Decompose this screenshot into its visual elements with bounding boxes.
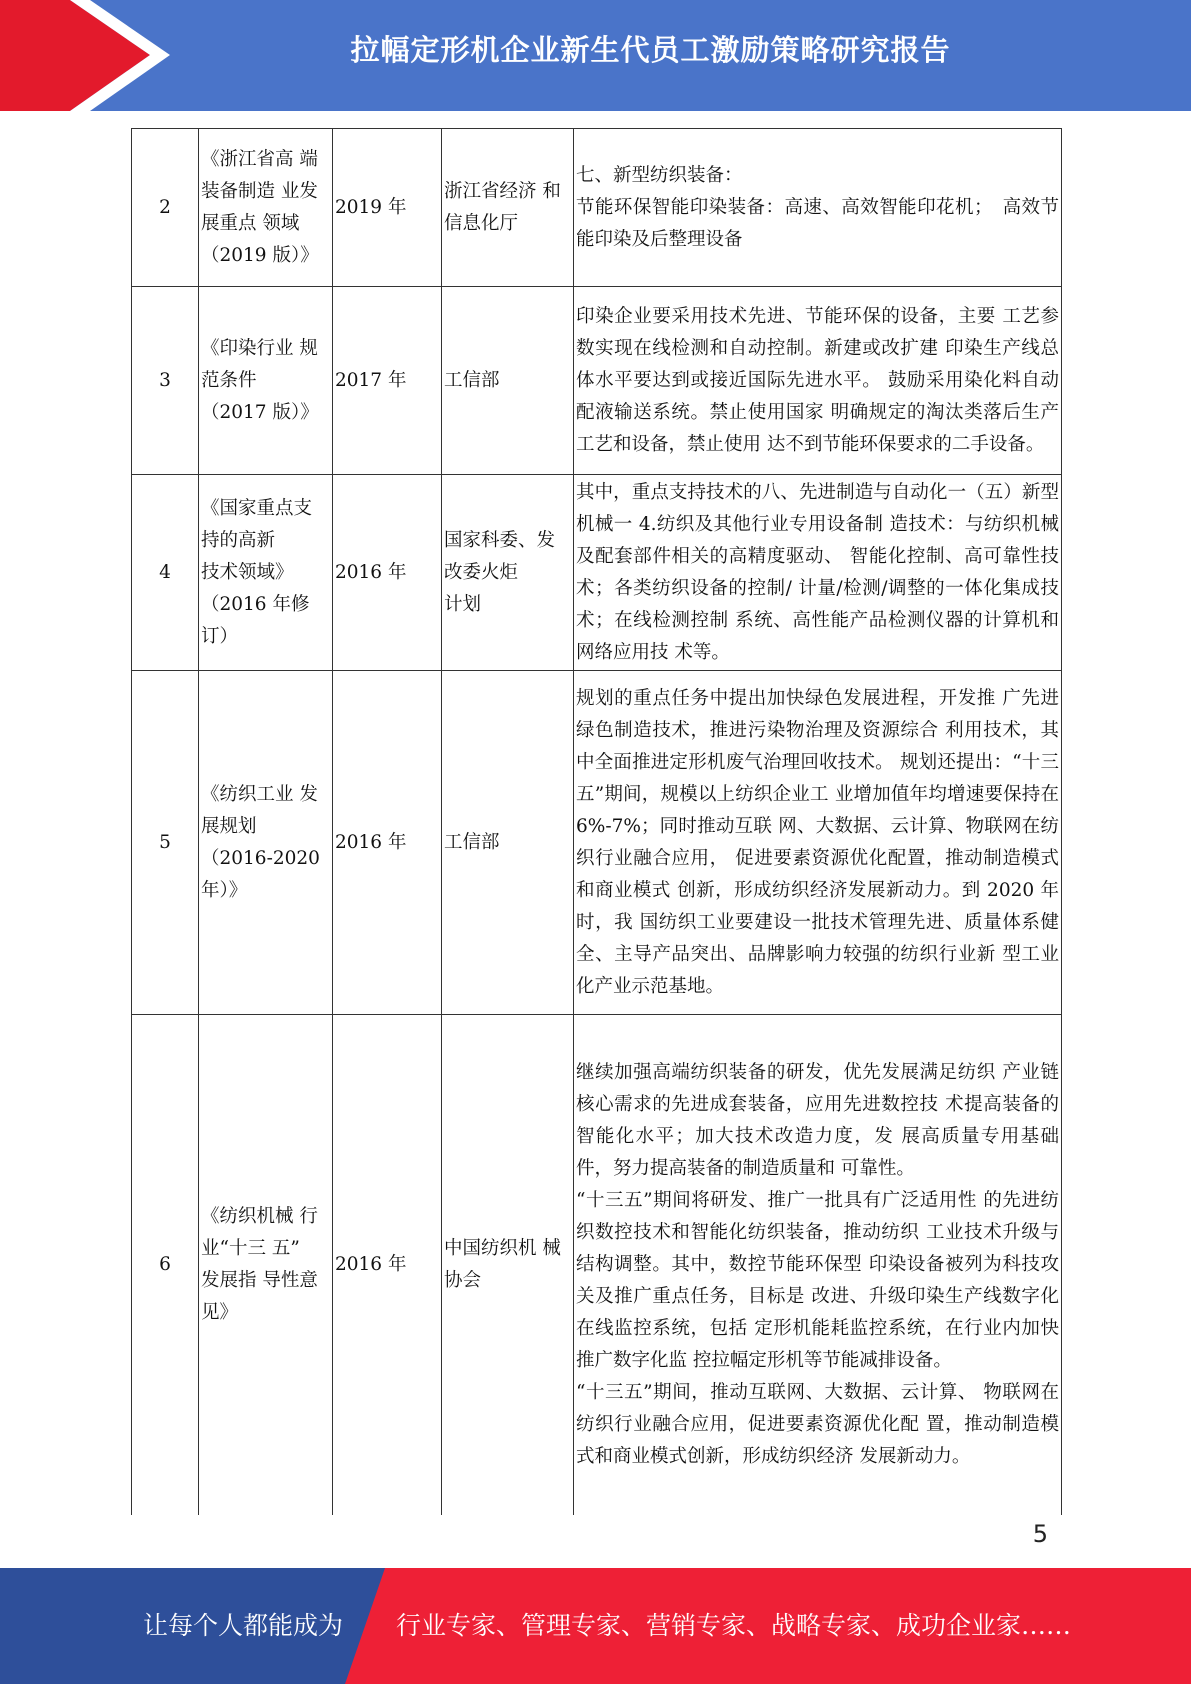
description-cell-line: 继续加强高端纺织装备的研发，优先发展满足纺织 产业链核心需求的先进成套装备，应用先进数控技 术提高装备的智能化水平；加大技术改造力度，发 展高质量专用基础件，努力提高装备的制造质量和 可靠性。: [576, 1061, 1059, 1179]
description-cell-line: 印染企业要采用技术先进、节能环保的设备，主要 工艺参数实现在线检测和自动控制。新建或改扩建 印染生产线总体水平要达到或接近国际先进水平。 鼓励采用染化料自动配液输送系统。禁止使用国家 明确规定的淘汰类落后生产工艺和设备，禁止使用 达不到节能环保要求的二手设备。: [576, 305, 1059, 455]
description-cell: [574, 129, 1062, 287]
issuer-cell-line: 中国纺织机 械: [444, 1237, 561, 1259]
policy-name-cell-line: 展规划: [201, 815, 257, 837]
footer-slogan-right: 行业专家、管理专家、营销专家、战略专家、成功企业家……: [396, 1611, 1072, 1640]
description-cell: [574, 475, 1062, 671]
issuer-cell-line: 改委火炬: [444, 561, 519, 583]
issuer-cell: [442, 1015, 574, 1515]
policy-name-cell-line: 《国家重点支: [201, 497, 313, 519]
issuer-cell: [442, 475, 574, 671]
policy-name-cell-line: 范条件: [201, 369, 257, 391]
policy-name-cell-line: 见》: [201, 1301, 239, 1323]
table-row: [132, 1015, 1062, 1515]
policy-name-cell: [199, 671, 333, 1015]
row-number-cell: 3: [132, 287, 199, 475]
description-cell-line: 节能环保智能印染装备：高速、高效智能印花机； 高效节能印染及后整理设备: [576, 196, 1059, 250]
description-cell-line: “十三五”期间将研发、推广一批具有广泛适用性 的先进纺织数控技术和智能化纺织装备，推动纺织 工业技术升级与结构调整。其中，数控节能环保型 印染设备被列为科技攻关及推广重点任务，目标是 改进、升级印染生产线数字化在线监控系统，包括 定形机能耗监控系统，在行业内加快推广数字化监 控拉幅定形机等节能减排设备。: [576, 1189, 1059, 1371]
year-cell: 2017 年: [333, 287, 442, 475]
description-cell-line: 七、新型纺织装备：: [576, 164, 743, 186]
policy-name-cell-line: 装备制造 业发: [201, 180, 318, 202]
policy-name-cell-line: 《纺织机械 行: [201, 1205, 318, 1227]
policy-name-cell-line: （2016 年修: [201, 593, 310, 615]
year-cell: 2016 年: [333, 1015, 442, 1515]
policy-name-cell-line: 订）: [201, 625, 239, 647]
policy-name-cell-line: 展重点 领域: [201, 212, 300, 234]
description-cell: [574, 1015, 1062, 1515]
policy-name-cell-line: （2016-2020: [201, 847, 320, 869]
policy-name-cell: [199, 1015, 333, 1515]
year-cell: 2016 年: [333, 475, 442, 671]
policy-name-cell-line: （2019 版）》: [201, 244, 319, 266]
issuer-cell: [442, 671, 574, 1015]
description-cell-line: 规划的重点任务中提出加快绿色发展进程，开发推 广先进绿色制造技术，推进污染物治理及资源综合 利用技术，其中全面推进定形机废气治理回收技术。 规划还提出：“十三五”期间，规模以上纺织企业工 业增加值年均增速要保持在 6%-7%；同时推动互联 网、大数据、云计算、物联网在纺织行业融合应用， 促进要素资源优化配置，推动制造模式和商业模式 创新，形成纺织经济发展新动力。到 2020 年时，我 国纺织工业要建设一批技术管理先进、质量体系健 全、主导产品突出、品牌影响力较强的纺织行业新 型工业化产业示范基地。: [576, 687, 1059, 997]
table-row: [132, 287, 1062, 475]
description-cell-line: “十三五”期间，推动互联网、大数据、云计算、 物联网在纺织行业融合应用，促进要素资源优化配 置，推动制造模式和商业模式创新，形成纺织经济 发展新动力。: [576, 1381, 1059, 1467]
policy-name-cell: [199, 287, 333, 475]
policy-table: [131, 128, 1062, 1515]
row-number-cell: 5: [132, 671, 199, 1015]
policy-name-cell: [199, 475, 333, 671]
issuer-cell-line: 工信部: [444, 831, 500, 853]
report-title: 拉幅定形机企业新生代员工激励策略研究报告: [350, 33, 951, 67]
policy-name-cell-line: 《纺织工业 发: [201, 783, 318, 805]
description-cell: [574, 671, 1062, 1015]
issuer-cell: [442, 287, 574, 475]
policy-name-cell-line: 技术领域》: [201, 561, 294, 583]
table-row: [132, 671, 1062, 1015]
policy-name-cell-line: 持的高新: [201, 529, 276, 551]
issuer-cell-line: 工信部: [444, 369, 500, 391]
table-row: [132, 129, 1062, 287]
page-number: 5: [1032, 1520, 1048, 1548]
issuer-cell: [442, 129, 574, 287]
issuer-cell-line: 协会: [444, 1269, 482, 1291]
description-cell-line: 其中，重点支持技术的八、先进制造与自动化一（五）新型机械一 4.纺织及其他行业专用设备制 造技术：与纺织机械及配套部件相关的高精度驱动、 智能化控制、高可靠性技术；各类纺织设备的控制/ 计量/检测/调整的一体化集成技术；在线检测控制 系统、高性能产品检测仪器的计算机和网络应用技 术等。: [576, 481, 1059, 663]
policy-name-cell-line: 年）》: [201, 879, 248, 901]
year-cell: 2016 年: [333, 671, 442, 1015]
page-header: [0, 0, 1191, 111]
row-number-cell: 4: [132, 475, 199, 671]
issuer-cell-line: 信息化厅: [444, 212, 519, 234]
row-number-cell: 2: [132, 129, 199, 287]
issuer-cell-line: 浙江省经济 和: [444, 180, 561, 202]
policy-name-cell-line: 发展指 导性意: [201, 1269, 318, 1291]
policy-name-cell-line: 业“十三 五”: [201, 1237, 300, 1259]
issuer-cell-line: 国家科委、发: [444, 529, 556, 551]
policy-name-cell: [199, 129, 333, 287]
page-footer: [0, 1568, 1191, 1684]
policy-name-cell-line: （2017 版）》: [201, 401, 319, 423]
row-number-cell: 6: [132, 1015, 199, 1515]
footer-slogan-left: 让每个人都能成为: [143, 1611, 344, 1640]
year-cell: 2019 年: [333, 129, 442, 287]
table-row: [132, 475, 1062, 671]
issuer-cell-line: 计划: [444, 593, 482, 615]
policy-name-cell-line: 《印染行业 规: [201, 337, 318, 359]
description-cell: [574, 287, 1062, 475]
policy-name-cell-line: 《浙江省高 端: [201, 148, 318, 170]
